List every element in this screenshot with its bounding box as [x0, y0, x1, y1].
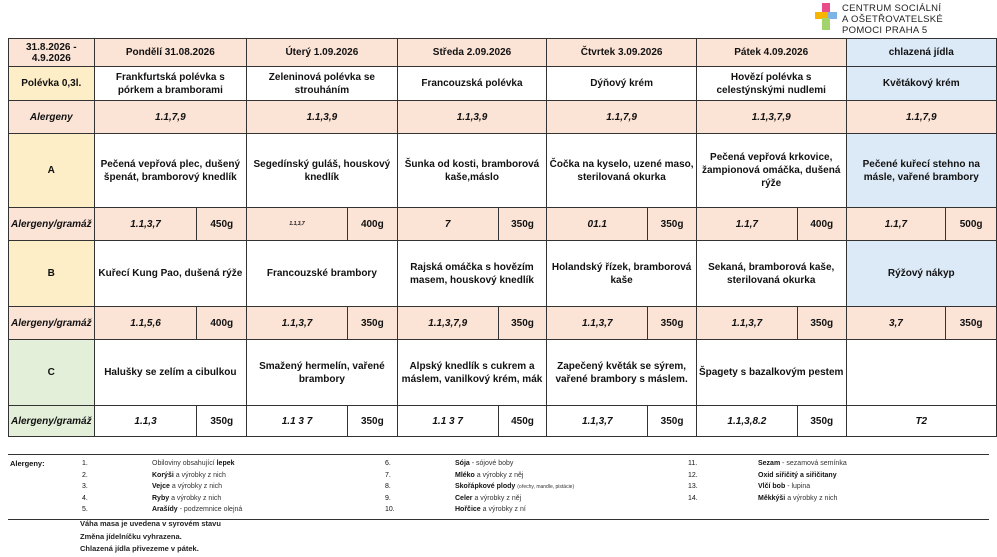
legend-column-1 [82, 458, 242, 516]
soup-dish: Zeleninová polévka se strouháním [247, 67, 398, 101]
legend-item: 9. Celer a výrobky z něj [385, 494, 522, 502]
meal-dish: Holandský řízek, bramborová kaše [547, 241, 697, 307]
meal-grams: 350g [348, 406, 398, 437]
meal-letter: A [9, 134, 95, 208]
legend-item: 5. Arašídy - podzemnice olejná [82, 506, 243, 513]
soup-allergens: 1.1,7,9 [547, 101, 697, 134]
legend-item: 13. Vlčí bob - lupina [688, 483, 811, 490]
meal-grams: 350g [648, 406, 697, 437]
logo-line-3: POMOCI PRAHA 5 [842, 25, 928, 36]
meal-grams: 350g [498, 208, 547, 241]
info-label: Alergeny/gramáž [9, 406, 95, 437]
meal-dish: Zapečený květák se sýrem, vařené brambory s máslem. [547, 340, 697, 406]
meal-grams: 350g [197, 406, 247, 437]
meal-allergens: 1.1,3 [94, 406, 197, 437]
meal-allergens: 1.1,3,7 [696, 307, 797, 340]
period-cell: 31.8.2026 - 4.9.2026 [9, 39, 95, 67]
meal-grams: 350g [797, 406, 846, 437]
legend-item: 8. Skořápkové plody (ořechy, mandle, pistácie) [385, 483, 575, 490]
soup-allergens: 1.1,7,9 [846, 101, 996, 134]
meal-row-a [9, 134, 997, 208]
soup-allergen-row [9, 101, 997, 134]
header-row [9, 39, 997, 67]
meal-dish: Smažený hermelín, vařené brambory [247, 340, 398, 406]
notes [80, 518, 221, 556]
meal-grams: 350g [348, 307, 398, 340]
soup-allergens: 1.1,3,7,9 [696, 101, 846, 134]
legend-item: 4. Ryby a výrobky z nich [82, 494, 222, 502]
logo-mark [815, 3, 837, 33]
meal-dish [846, 340, 996, 406]
meal-allergens: 7 [397, 208, 498, 241]
soup-dish: Frankfurtská polévka s pórkem a bramborami [94, 67, 247, 101]
logo-line-2: A OŠETŘOVATELSKÉ [842, 14, 944, 25]
meal-dish: Rýžový nákyp [846, 241, 996, 307]
meal-dish: Čočka na kyselo, uzené maso, sterilovaná okurka [547, 134, 697, 208]
legend-item: 2. Korýši a výrobky z nich [82, 471, 226, 479]
meal-dish: Rajská omáčka s hovězím masem, houskový knedlík [397, 241, 547, 307]
legend-item: 11. Sezam - sezamová semínka [688, 460, 847, 467]
meal-dish: Sekaná, bramborová kaše, sterilovaná okurka [696, 241, 846, 307]
chilled-header: chlazená jídla [846, 39, 996, 67]
soup-dish: Květákový krém [846, 67, 996, 101]
meal-allergens: 3,7 [846, 307, 946, 340]
meal-allergens: 1.1,7 [846, 208, 946, 241]
legend-column-3 [688, 458, 847, 504]
meal-allergens: 1.1 3 7 [397, 406, 498, 437]
meal-allergens: 1.1,5,6 [94, 307, 197, 340]
legend-item: 3. Vejce a výrobky z nich [82, 483, 223, 490]
meal-allergens: 1.1,3,7 [94, 208, 197, 241]
meal-allergens: 1.1,3,7 [547, 406, 648, 437]
meal-info-row-b [9, 307, 997, 340]
day-header: Pátek 4.09.2026 [696, 39, 846, 67]
meal-allergens: 1.1,3,7,9 [397, 307, 498, 340]
meal-allergens: 1.1,3,7 [547, 307, 648, 340]
day-header: Úterý 1.09.2026 [247, 39, 398, 67]
soup-allergens: 1.1,7,9 [94, 101, 247, 134]
note: Změna jídelníčku vyhrazena. [80, 531, 182, 541]
meal-allergens: 1.1,7 [696, 208, 797, 241]
meal-dish: Kuřecí Kung Pao, dušená rýže [94, 241, 247, 307]
day-header: Čtvrtek 3.09.2026 [547, 39, 697, 67]
meal-dish: Špagety s bazalkovým pestem [696, 340, 846, 406]
meal-allergens: 1.1,3,7 [247, 307, 348, 340]
soup-allergens: 1.1,3,9 [397, 101, 547, 134]
meal-info-row-a [9, 208, 997, 241]
meal-letter: C [9, 340, 95, 406]
day-header: Středa 2.09.2026 [397, 39, 547, 67]
legend-item: 10. Hořčice a výrobky z ní [385, 506, 526, 513]
note: Váha masa je uvedena v syrovém stavu [80, 519, 221, 528]
meal-grams: 350g [946, 307, 997, 340]
soup-row [9, 67, 997, 101]
meal-grams: 350g [648, 307, 697, 340]
meal-dish: Alpský knedlík s cukrem a máslem, vanilkový krém, mák [397, 340, 547, 406]
day-header: Pondělí 31.08.2026 [94, 39, 247, 67]
meal-grams: 400g [348, 208, 398, 241]
meal-dish: Pečená vepřová krkovice, žampionová omáčka, dušená rýže [696, 134, 846, 208]
legend-item: 6. Sója - sójové boby [385, 460, 514, 467]
meal-grams: 450g [197, 208, 247, 241]
legend-item: 7. Mléko a výrobky z něj [385, 471, 524, 479]
legend-column-2 [385, 458, 574, 516]
allergen-label: Alergeny [9, 101, 95, 134]
meal-dish: Šunka od kosti, bramborová kaše,máslo [397, 134, 547, 208]
meal-allergens: T2 [846, 406, 996, 437]
meal-allergens: 1.1,3,7 [247, 208, 348, 241]
legend-item: 14. Měkkýši a výrobky z nich [688, 494, 838, 502]
soup-dish: Francouzská polévka [397, 67, 547, 101]
menu-table [8, 38, 997, 437]
meal-dish: Francouzské brambory [247, 241, 398, 307]
info-label: Alergeny/gramáž [9, 307, 95, 340]
meal-dish: Segedínský guláš, houskový knedlík [247, 134, 398, 208]
meal-dish: Halušky se zelím a cibulkou [94, 340, 247, 406]
soup-dish: Hovězí polévka s celestýnskými nudlemi [696, 67, 846, 101]
logo [815, 3, 995, 35]
logo-line-1: CENTRUM SOCIÁLNÍ [842, 3, 942, 14]
meal-allergens: 01.1 [547, 208, 648, 241]
legend-item: 12. Oxid siřičitý a siřičitany [688, 471, 837, 479]
soup-label: Polévka 0,3l. [9, 67, 95, 101]
legend-item: 1. Obiloviny obsahující lepek [82, 460, 235, 467]
meal-allergens: 1.1 3 7 [247, 406, 348, 437]
meal-letter: B [9, 241, 95, 307]
soup-dish: Dýňový krém [547, 67, 697, 101]
meal-grams: 400g [197, 307, 247, 340]
meal-grams: 350g [648, 208, 697, 241]
soup-allergens: 1.1,3,9 [247, 101, 398, 134]
legend-title: Alergeny: [10, 459, 45, 468]
meal-info-row-c [9, 406, 997, 437]
note: Chlazená jídla přivezeme v pátek. [80, 544, 199, 553]
meal-grams: 500g [946, 208, 997, 241]
meal-row-b [9, 241, 997, 307]
meal-allergens: 1.1,3,8.2 [696, 406, 797, 437]
meal-grams: 350g [498, 307, 547, 340]
meal-grams: 350g [797, 307, 846, 340]
meal-dish: Pečená vepřová plec, dušený špenát, bramborový knedlík [94, 134, 247, 208]
meal-grams: 450g [498, 406, 547, 437]
meal-row-c [9, 340, 997, 406]
meal-grams: 400g [797, 208, 846, 241]
meal-dish: Pečené kuřecí stehno na másle, vařené brambory [846, 134, 996, 208]
info-label: Alergeny/gramáž [9, 208, 95, 241]
